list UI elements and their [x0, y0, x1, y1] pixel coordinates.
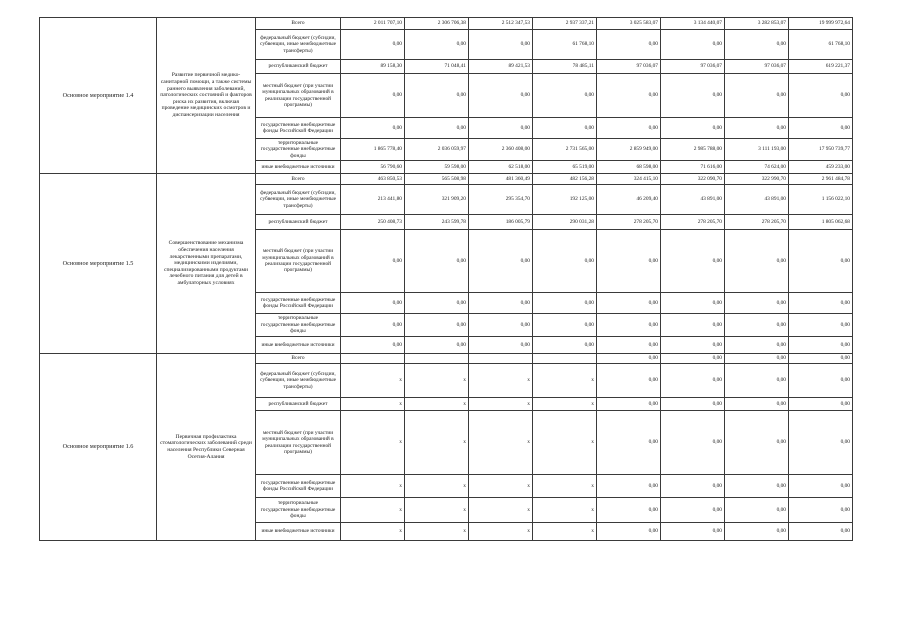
- amount-cell: 213 441,80: [341, 185, 405, 215]
- funding-source-cell: местный бюджет (при участии муниципальных образований в реализации государственной программы): [256, 411, 341, 475]
- amount-cell: x: [405, 523, 469, 541]
- amount-cell: 61 768,10: [789, 30, 853, 60]
- amount-cell: 0,00: [789, 364, 853, 398]
- amount-cell: 1 805 062,68: [789, 215, 853, 230]
- funding-source-cell: Всего: [256, 18, 341, 30]
- amount-cell: 0,00: [661, 354, 725, 364]
- amount-cell: 0,00: [725, 314, 789, 337]
- funding-source-cell: федеральный бюджет (субсидии, субвенции, иные межбюджетные трансферты): [256, 30, 341, 60]
- amount-cell: 89 158,30: [341, 60, 405, 74]
- amount-cell: 19 999 972,64: [789, 18, 853, 30]
- amount-cell: 0,00: [661, 364, 725, 398]
- amount-cell: 0,00: [597, 337, 661, 354]
- amount-cell: 0,00: [597, 314, 661, 337]
- amount-cell: 0,00: [725, 475, 789, 498]
- amount-cell: 0,00: [597, 354, 661, 364]
- amount-cell: 0,00: [341, 314, 405, 337]
- amount-cell: x: [533, 364, 597, 398]
- funding-source-cell: иные внебюджетные источники: [256, 523, 341, 541]
- funding-source-cell: местный бюджет (при участии муниципальных образований в реализации государственной программы): [256, 230, 341, 293]
- amount-cell: 0,00: [661, 30, 725, 60]
- amount-cell: 0,00: [789, 398, 853, 411]
- table-row: [40, 174, 853, 185]
- amount-cell: 0,00: [661, 523, 725, 541]
- amount-cell: 482 156,28: [533, 174, 597, 185]
- amount-cell: 65 519,00: [533, 161, 597, 174]
- amount-cell: 0,00: [341, 337, 405, 354]
- amount-cell: 3 134 440,07: [661, 18, 725, 30]
- amount-cell: 97 036,07: [725, 60, 789, 74]
- amount-cell: 0,00: [597, 523, 661, 541]
- amount-cell: x: [405, 364, 469, 398]
- amount-cell: 3 282 853,07: [725, 18, 789, 30]
- funding-source-cell: территориальные государственные внебюджетные фонды: [256, 498, 341, 523]
- amount-cell: 0,00: [725, 293, 789, 314]
- funding-source-cell: федеральный бюджет (субсидии, субвенции, иные межбюджетные трансферты): [256, 364, 341, 398]
- amount-cell: 278 205,70: [661, 215, 725, 230]
- amount-cell: [469, 354, 533, 364]
- amount-cell: 0,00: [789, 498, 853, 523]
- amount-cell: x: [405, 475, 469, 498]
- amount-cell: 0,00: [661, 337, 725, 354]
- amount-cell: 0,00: [725, 364, 789, 398]
- amount-cell: 0,00: [597, 30, 661, 60]
- amount-cell: 0,00: [789, 230, 853, 293]
- budget-table: [39, 17, 853, 541]
- amount-cell: x: [469, 364, 533, 398]
- amount-cell: 0,00: [789, 523, 853, 541]
- event-name-cell: Основное мероприятие 1.5: [40, 174, 157, 354]
- amount-cell: x: [533, 523, 597, 541]
- amount-cell: 0,00: [597, 293, 661, 314]
- amount-cell: 59 598,00: [405, 161, 469, 174]
- table-row: [40, 354, 853, 364]
- amount-cell: 43 891,00: [725, 185, 789, 215]
- amount-cell: 619 221,37: [789, 60, 853, 74]
- amount-cell: 0,00: [341, 293, 405, 314]
- amount-cell: 0,00: [789, 314, 853, 337]
- amount-cell: 0,00: [469, 293, 533, 314]
- amount-cell: [341, 354, 405, 364]
- amount-cell: 0,00: [789, 475, 853, 498]
- amount-cell: 0,00: [661, 475, 725, 498]
- amount-cell: 192 125,00: [533, 185, 597, 215]
- amount-cell: 0,00: [725, 74, 789, 118]
- amount-cell: x: [469, 398, 533, 411]
- amount-cell: 0,00: [789, 411, 853, 475]
- amount-cell: 322 990,70: [725, 174, 789, 185]
- funding-source-cell: иные внебюджетные источники: [256, 161, 341, 174]
- event-name-cell: Основное мероприятие 1.4: [40, 18, 157, 174]
- amount-cell: x: [341, 364, 405, 398]
- amount-cell: 2 036 059,97: [405, 139, 469, 161]
- funding-source-cell: территориальные государственные внебюджетные фонды: [256, 314, 341, 337]
- amount-cell: 186 005,79: [469, 215, 533, 230]
- funding-source-cell: территориальные государственные внебюджетные фонды: [256, 139, 341, 161]
- amount-cell: 2 011 707,10: [341, 18, 405, 30]
- amount-cell: 322 090,70: [661, 174, 725, 185]
- amount-cell: x: [405, 498, 469, 523]
- amount-cell: 61 768,10: [533, 30, 597, 60]
- amount-cell: 0,00: [661, 74, 725, 118]
- amount-cell: 46 209,40: [597, 185, 661, 215]
- funding-source-cell: государственные внебюджетные фонды Российской Федерации: [256, 293, 341, 314]
- amount-cell: 0,00: [533, 118, 597, 139]
- amount-cell: 459 233,00: [789, 161, 853, 174]
- amount-cell: 0,00: [469, 314, 533, 337]
- amount-cell: x: [469, 475, 533, 498]
- amount-cell: 278 205,70: [725, 215, 789, 230]
- amount-cell: 0,00: [789, 74, 853, 118]
- amount-cell: 0,00: [533, 230, 597, 293]
- amount-cell: 0,00: [341, 118, 405, 139]
- amount-cell: 290 031,28: [533, 215, 597, 230]
- amount-cell: 0,00: [597, 74, 661, 118]
- amount-cell: 0,00: [405, 30, 469, 60]
- amount-cell: x: [341, 498, 405, 523]
- funding-source-cell: местный бюджет (при участии муниципальных образований в реализации государственной программы): [256, 74, 341, 118]
- amount-cell: 0,00: [789, 337, 853, 354]
- table-row: [40, 18, 853, 30]
- amount-cell: 0,00: [661, 314, 725, 337]
- amount-cell: 0,00: [725, 398, 789, 411]
- amount-cell: 0,00: [405, 74, 469, 118]
- amount-cell: x: [405, 411, 469, 475]
- amount-cell: 3 111 193,00: [725, 139, 789, 161]
- amount-cell: 97 036,07: [661, 60, 725, 74]
- amount-cell: 0,00: [725, 498, 789, 523]
- amount-cell: 68 598,00: [597, 161, 661, 174]
- amount-cell: 0,00: [469, 337, 533, 354]
- amount-cell: 0,00: [405, 314, 469, 337]
- funding-source-cell: государственные внебюджетные фонды Российской Федерации: [256, 118, 341, 139]
- amount-cell: 0,00: [469, 74, 533, 118]
- amount-cell: 97 036,07: [597, 60, 661, 74]
- amount-cell: 2 859 949,00: [597, 139, 661, 161]
- table-body: [40, 18, 853, 541]
- amount-cell: 43 891,00: [661, 185, 725, 215]
- amount-cell: 0,00: [533, 314, 597, 337]
- amount-cell: 89 421,53: [469, 60, 533, 74]
- amount-cell: 2 985 788,00: [661, 139, 725, 161]
- amount-cell: 0,00: [661, 411, 725, 475]
- amount-cell: 295 354,70: [469, 185, 533, 215]
- amount-cell: 321 909,20: [405, 185, 469, 215]
- amount-cell: 463 850,53: [341, 174, 405, 185]
- funding-source-cell: Всего: [256, 174, 341, 185]
- amount-cell: 0,00: [725, 337, 789, 354]
- amount-cell: 0,00: [597, 475, 661, 498]
- event-name-cell: Основное мероприятие 1.6: [40, 354, 157, 541]
- amount-cell: x: [469, 523, 533, 541]
- amount-cell: 0,00: [661, 293, 725, 314]
- amount-cell: 0,00: [725, 354, 789, 364]
- amount-cell: 0,00: [597, 118, 661, 139]
- amount-cell: 0,00: [469, 230, 533, 293]
- amount-cell: 0,00: [341, 30, 405, 60]
- amount-cell: 0,00: [405, 293, 469, 314]
- amount-cell: 0,00: [661, 230, 725, 293]
- funding-source-cell: Всего: [256, 354, 341, 364]
- amount-cell: 0,00: [597, 411, 661, 475]
- amount-cell: x: [341, 523, 405, 541]
- amount-cell: 0,00: [597, 230, 661, 293]
- amount-cell: 243 599,78: [405, 215, 469, 230]
- amount-cell: 0,00: [597, 364, 661, 398]
- amount-cell: 0,00: [725, 230, 789, 293]
- event-description-cell: Развитие первичной медико-санитарной помощи, а также системы раннего выявления заболеваний, патологических состояний и факторов риска их развития, включая проведение медицинских осмотров и диспансеризации населения: [157, 18, 256, 174]
- funding-source-cell: республиканский бюджет: [256, 60, 341, 74]
- amount-cell: 0,00: [661, 398, 725, 411]
- amount-cell: 2 731 565,00: [533, 139, 597, 161]
- amount-cell: 2 937 337,21: [533, 18, 597, 30]
- amount-cell: 2 306 706,38: [405, 18, 469, 30]
- funding-source-cell: республиканский бюджет: [256, 215, 341, 230]
- amount-cell: 0,00: [725, 523, 789, 541]
- amount-cell: 0,00: [469, 30, 533, 60]
- amount-cell: 56 790,60: [341, 161, 405, 174]
- amount-cell: [405, 354, 469, 364]
- amount-cell: x: [533, 398, 597, 411]
- amount-cell: 0,00: [597, 498, 661, 523]
- amount-cell: 2 961 484,78: [789, 174, 853, 185]
- amount-cell: x: [533, 498, 597, 523]
- amount-cell: 0,00: [405, 337, 469, 354]
- amount-cell: 1 156 022,10: [789, 185, 853, 215]
- amount-cell: 0,00: [405, 230, 469, 293]
- amount-cell: x: [341, 475, 405, 498]
- event-description-cell: Совершенствование механизма обеспечения населения лекарственными препаратами, медицинскими изделиями, специализированными продуктами лечебного питания для детей в амбулаторных условиях: [157, 174, 256, 354]
- amount-cell: [533, 354, 597, 364]
- amount-cell: 0,00: [341, 74, 405, 118]
- amount-cell: x: [341, 411, 405, 475]
- amount-cell: x: [469, 411, 533, 475]
- amount-cell: 0,00: [661, 498, 725, 523]
- funding-source-cell: иные внебюджетные источники: [256, 337, 341, 354]
- funding-source-cell: республиканский бюджет: [256, 398, 341, 411]
- amount-cell: 250 408,73: [341, 215, 405, 230]
- amount-cell: 0,00: [533, 293, 597, 314]
- amount-cell: 71 048,41: [405, 60, 469, 74]
- amount-cell: 0,00: [725, 30, 789, 60]
- amount-cell: 0,00: [725, 118, 789, 139]
- amount-cell: 0,00: [789, 354, 853, 364]
- amount-cell: 71 616,00: [661, 161, 725, 174]
- event-description-cell: Первичная профилактика стоматологических заболеваний среди населения Республики Северная Осетия-Алания: [157, 354, 256, 541]
- amount-cell: 78 485,11: [533, 60, 597, 74]
- amount-cell: 324 415,10: [597, 174, 661, 185]
- amount-cell: 3 025 583,07: [597, 18, 661, 30]
- amount-cell: 0,00: [789, 118, 853, 139]
- amount-cell: 74 624,00: [725, 161, 789, 174]
- amount-cell: 0,00: [533, 74, 597, 118]
- amount-cell: 0,00: [597, 398, 661, 411]
- amount-cell: x: [341, 398, 405, 411]
- amount-cell: 0,00: [469, 118, 533, 139]
- amount-cell: 0,00: [341, 230, 405, 293]
- amount-cell: 0,00: [405, 118, 469, 139]
- amount-cell: 0,00: [725, 411, 789, 475]
- amount-cell: 2 512 347,53: [469, 18, 533, 30]
- amount-cell: x: [469, 498, 533, 523]
- amount-cell: 0,00: [533, 337, 597, 354]
- amount-cell: x: [533, 475, 597, 498]
- amount-cell: 62 518,00: [469, 161, 533, 174]
- amount-cell: x: [405, 398, 469, 411]
- amount-cell: 0,00: [789, 293, 853, 314]
- amount-cell: 565 508,98: [405, 174, 469, 185]
- amount-cell: 2 360 408,00: [469, 139, 533, 161]
- funding-source-cell: федеральный бюджет (субсидии, субвенции, иные межбюджетные трансферты): [256, 185, 341, 215]
- amount-cell: 0,00: [661, 118, 725, 139]
- funding-source-cell: государственные внебюджетные фонды Российской Федерации: [256, 475, 341, 498]
- amount-cell: 1 865 778,40: [341, 139, 405, 161]
- amount-cell: 17 950 739,77: [789, 139, 853, 161]
- amount-cell: 278 205,70: [597, 215, 661, 230]
- amount-cell: 481 360,49: [469, 174, 533, 185]
- amount-cell: x: [533, 411, 597, 475]
